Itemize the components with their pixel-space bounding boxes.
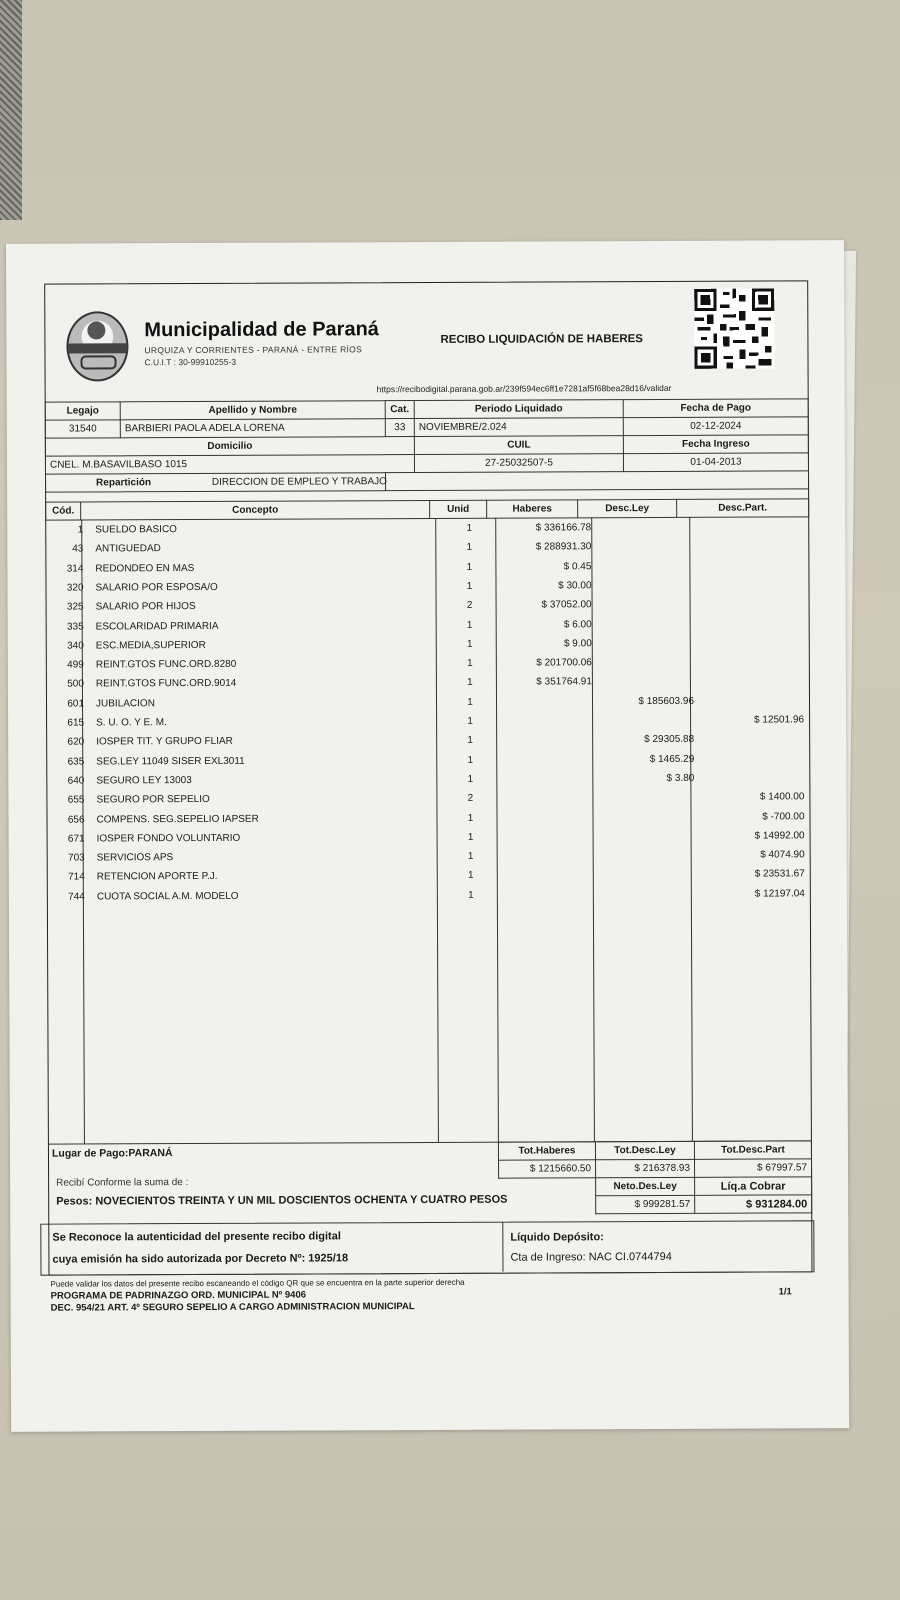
liq-label: Líq.a Cobrar — [695, 1177, 812, 1196]
pesos-text: Pesos: NOVECIENTOS TREINTA Y UN MIL DOSCIENTOS OCHENTA Y CUATRO PESOS — [56, 1193, 508, 1208]
deposito-label: Líquido Depósito: — [510, 1231, 604, 1244]
validation-url[interactable]: https://recibodigital.parana.gob.ar/239f594ec6ff1e7281af5f68bea28d16/validar — [376, 382, 672, 395]
tot-desc-part-value: $ 67997.57 — [695, 1159, 812, 1178]
row-concepto: SALARIO POR HIJOS — [95, 601, 196, 613]
auth-line-1: Se Reconoce la autenticidad del presente recibo digital — [52, 1230, 341, 1244]
spacer-cell — [499, 1178, 596, 1196]
row-cod: 340 — [67, 640, 84, 652]
row-cod: 655 — [67, 794, 85, 806]
row-haberes: $ 0.45 — [563, 560, 592, 572]
row-cod: 601 — [67, 698, 85, 710]
spacer-cell — [499, 1196, 596, 1214]
row-cod: 615 — [67, 717, 85, 729]
tot-desc-ley-label: Tot.Desc.Ley — [595, 1141, 694, 1159]
reparticion-cell — [46, 473, 386, 492]
row-unid: 1 — [466, 542, 473, 554]
row-desc-part: $ 4074.90 — [760, 849, 805, 861]
row-desc-ley: $ 3.80 — [666, 772, 695, 784]
row-unid: 1 — [466, 561, 473, 573]
row-cod: 635 — [67, 756, 85, 768]
row-haberes: $ 336166.78 — [535, 522, 592, 534]
row-unid: 1 — [466, 580, 473, 592]
row-concepto: CUOTA SOCIAL A.M. MODELO — [96, 890, 239, 903]
lugar-pago: Lugar de Pago:PARANÁ — [51, 1147, 173, 1160]
qr-code-icon[interactable] — [694, 288, 774, 368]
auth-box-divider — [502, 1222, 503, 1272]
concepts-header — [45, 498, 809, 520]
row-haberes: $ 201700.06 — [536, 657, 592, 669]
row-cod: 1 — [77, 524, 84, 536]
row-cod: 335 — [66, 620, 84, 633]
row-desc-part: $ 12501.96 — [754, 714, 805, 726]
deposito-value: Cta de Ingreso: NAC CI.0744794 — [510, 1250, 672, 1264]
row-unid: 1 — [466, 522, 473, 534]
row-unid: 1 — [466, 619, 473, 631]
col-desc-ley: Desc.Ley — [578, 499, 677, 517]
liq-value: $ 931284.00 — [695, 1195, 812, 1214]
org-address: URQUIZA Y CORRIENTES - PARANÁ - ENTRE RÍOS — [144, 344, 363, 356]
label-reparticion: Repartición — [96, 477, 152, 489]
row-unid: 1 — [468, 889, 474, 901]
col-cod: Cód. — [46, 502, 81, 520]
label-domicilio: Domicilio — [45, 437, 414, 457]
row-cod: 656 — [67, 813, 85, 826]
row-haberes: $ 351764.91 — [536, 676, 592, 688]
row-cod: 314 — [66, 563, 84, 575]
dec-line: DEC. 954/21 ART. 4º SEGURO SEPELIO A CARGO ADMINISTRACION MUNICIPAL — [50, 1301, 415, 1314]
row-concepto: RETENCION APORTE P.J. — [96, 871, 218, 883]
label-nombre: Apellido y Nombre — [120, 401, 385, 420]
row-cod: 640 — [67, 775, 85, 787]
row-concepto: REINT.GTOS FUNC.ORD.8280 — [95, 658, 237, 671]
row-unid: 1 — [467, 696, 473, 708]
row-concepto: SEG.LEY 11049 SISER EXL3011 — [96, 755, 245, 768]
row-concepto: SALARIO POR ESPOSA/O — [95, 581, 218, 594]
label-periodo: Periodo Liquidado — [414, 400, 623, 419]
col-haberes: Haberes — [487, 500, 578, 518]
payslip-paper — [6, 240, 849, 1432]
nombre-value: BARBIERI PAOLA ADELA LORENA — [120, 419, 385, 438]
row-unid: 2 — [467, 792, 474, 805]
row-cod: 320 — [66, 582, 84, 594]
row-unid: 1 — [467, 715, 473, 727]
neto-label: Neto.Des.Ley — [596, 1177, 695, 1195]
row-concepto: ESC.MEDIA,SUPERIOR — [95, 639, 206, 652]
col-unid: Unid — [430, 500, 487, 518]
cuil-value: 27-25032507-5 — [414, 454, 623, 473]
row-concepto: REINT.GTOS FUNC.ORD.9014 — [95, 678, 237, 690]
label-cat: Cat. — [385, 401, 414, 419]
tot-haberes-label: Tot.Haberes — [498, 1142, 595, 1160]
program-line: PROGRAMA DE PADRINAZGO ORD. MUNICIPAL Nº 9406 — [50, 1289, 307, 1302]
row-concepto: SEGURO POR SEPELIO — [96, 794, 210, 806]
row-unid: 1 — [467, 657, 473, 669]
org-cuit: C.U.I.T : 30-99910255-3 — [144, 356, 237, 368]
cat-value: 33 — [385, 419, 414, 437]
reparticion-value: DIRECCION DE EMPLEO Y TRABAJO — [211, 476, 387, 488]
row-cod: 703 — [67, 852, 85, 864]
periodo-value: NOVIEMBRE/2.024 — [414, 418, 623, 437]
row-desc-ley: $ 185603.96 — [638, 695, 695, 707]
row-concepto: SUELDO BASICO — [95, 524, 177, 536]
neto-value: $ 999281.57 — [596, 1195, 695, 1213]
row-haberes: $ 37052.00 — [541, 599, 592, 611]
row-concepto: ANTIGUEDAD — [95, 543, 161, 555]
auth-box — [40, 1220, 814, 1275]
tot-haberes-value: $ 1215660.50 — [499, 1160, 596, 1178]
row-unid: 1 — [466, 638, 473, 650]
row-cod: 620 — [67, 736, 85, 748]
row-unid: 1 — [467, 831, 474, 843]
row-cod: 744 — [68, 891, 85, 903]
tot-desc-ley-value: $ 216378.93 — [596, 1159, 695, 1177]
row-unid: 1 — [467, 850, 474, 862]
row-unid: 2 — [466, 599, 473, 612]
tot-desc-part-label: Tot.Desc.Part — [694, 1141, 811, 1160]
fecha-pago-value: 02-12-2024 — [623, 417, 808, 436]
row-desc-part: $ 14992.00 — [754, 830, 805, 842]
table-row — [47, 885, 809, 908]
row-desc-part: $ -700.00 — [762, 810, 805, 823]
row-cod: 671 — [67, 833, 85, 845]
col-concepto: Concepto — [81, 500, 430, 520]
legajo-value: 31540 — [45, 420, 120, 438]
row-unid: 1 — [467, 754, 474, 766]
row-concepto: REDONDEO EN MAS — [95, 562, 195, 575]
fecha-ingreso-value: 01-04-2013 — [623, 453, 808, 472]
municipal-seal-icon — [66, 311, 128, 381]
row-desc-ley: $ 1465.29 — [649, 753, 695, 765]
org-name: Municipalidad de Paraná — [144, 318, 379, 342]
qr-note: Puede validar los datos del presente recibo escaneando el código QR que se encuentra en la parte superior derecha — [50, 1277, 465, 1289]
doc-title: RECIBO LIQUIDACIÓN DE HABERES — [440, 333, 643, 346]
row-unid: 1 — [467, 735, 473, 747]
row-concepto: IOSPER FONDO VOLUNTARIO — [96, 832, 241, 845]
row-concepto: S. U. O. Y E. M. — [96, 717, 167, 729]
label-legajo: Legajo — [45, 402, 120, 420]
row-unid: 1 — [467, 870, 474, 882]
row-haberes: $ 9.00 — [563, 638, 592, 650]
totals-table — [498, 1140, 812, 1214]
row-desc-ley: $ 29305.88 — [644, 734, 695, 746]
employee-info-table — [45, 398, 809, 492]
row-cod: 499 — [67, 659, 84, 671]
row-desc-part: $ 12197.04 — [754, 888, 805, 900]
row-haberes: $ 288931.30 — [535, 541, 592, 553]
row-cod: 43 — [72, 543, 84, 555]
row-concepto: COMPENS. SEG.SEPELIO IAPSER — [96, 813, 259, 825]
row-unid: 1 — [467, 812, 474, 824]
page-number: 1/1 — [778, 1286, 792, 1298]
row-concepto: SEGURO LEY 13003 — [96, 774, 192, 787]
recibi-text: Recibí Conforme la suma de : — [56, 1177, 189, 1189]
row-unid: 1 — [467, 677, 473, 689]
reparticion-filler — [386, 471, 809, 491]
row-concepto: JUBILACION — [95, 697, 155, 710]
row-cod: 500 — [67, 678, 84, 690]
row-concepto: SERVICIOS APS — [96, 852, 174, 864]
label-fecha-pago: Fecha de Pago — [623, 399, 808, 418]
row-desc-part: $ 1400.00 — [759, 791, 805, 803]
row-haberes: $ 6.00 — [563, 618, 592, 630]
row-concepto: IOSPER TIT. Y GRUPO FLIAR — [96, 736, 233, 748]
row-haberes: $ 30.00 — [558, 580, 592, 592]
row-unid: 1 — [467, 773, 474, 785]
label-fecha-ingreso: Fecha Ingreso — [623, 435, 808, 454]
label-cuil: CUIL — [414, 436, 623, 455]
row-desc-part: $ 23531.67 — [754, 868, 805, 880]
row-concepto: ESCOLARIDAD PRIMARIA — [95, 620, 219, 632]
auth-line-2: cuya emisión ha sido autorizada por Decreto Nº: 1925/18 — [52, 1252, 349, 1266]
row-cod: 714 — [68, 871, 85, 883]
domicilio-value: CNEL. M.BASAVILBASO 1015 — [45, 455, 414, 475]
row-cod: 325 — [66, 601, 84, 613]
col-desc-part: Desc.Part. — [677, 499, 809, 518]
desk-mesh-object — [0, 0, 22, 220]
